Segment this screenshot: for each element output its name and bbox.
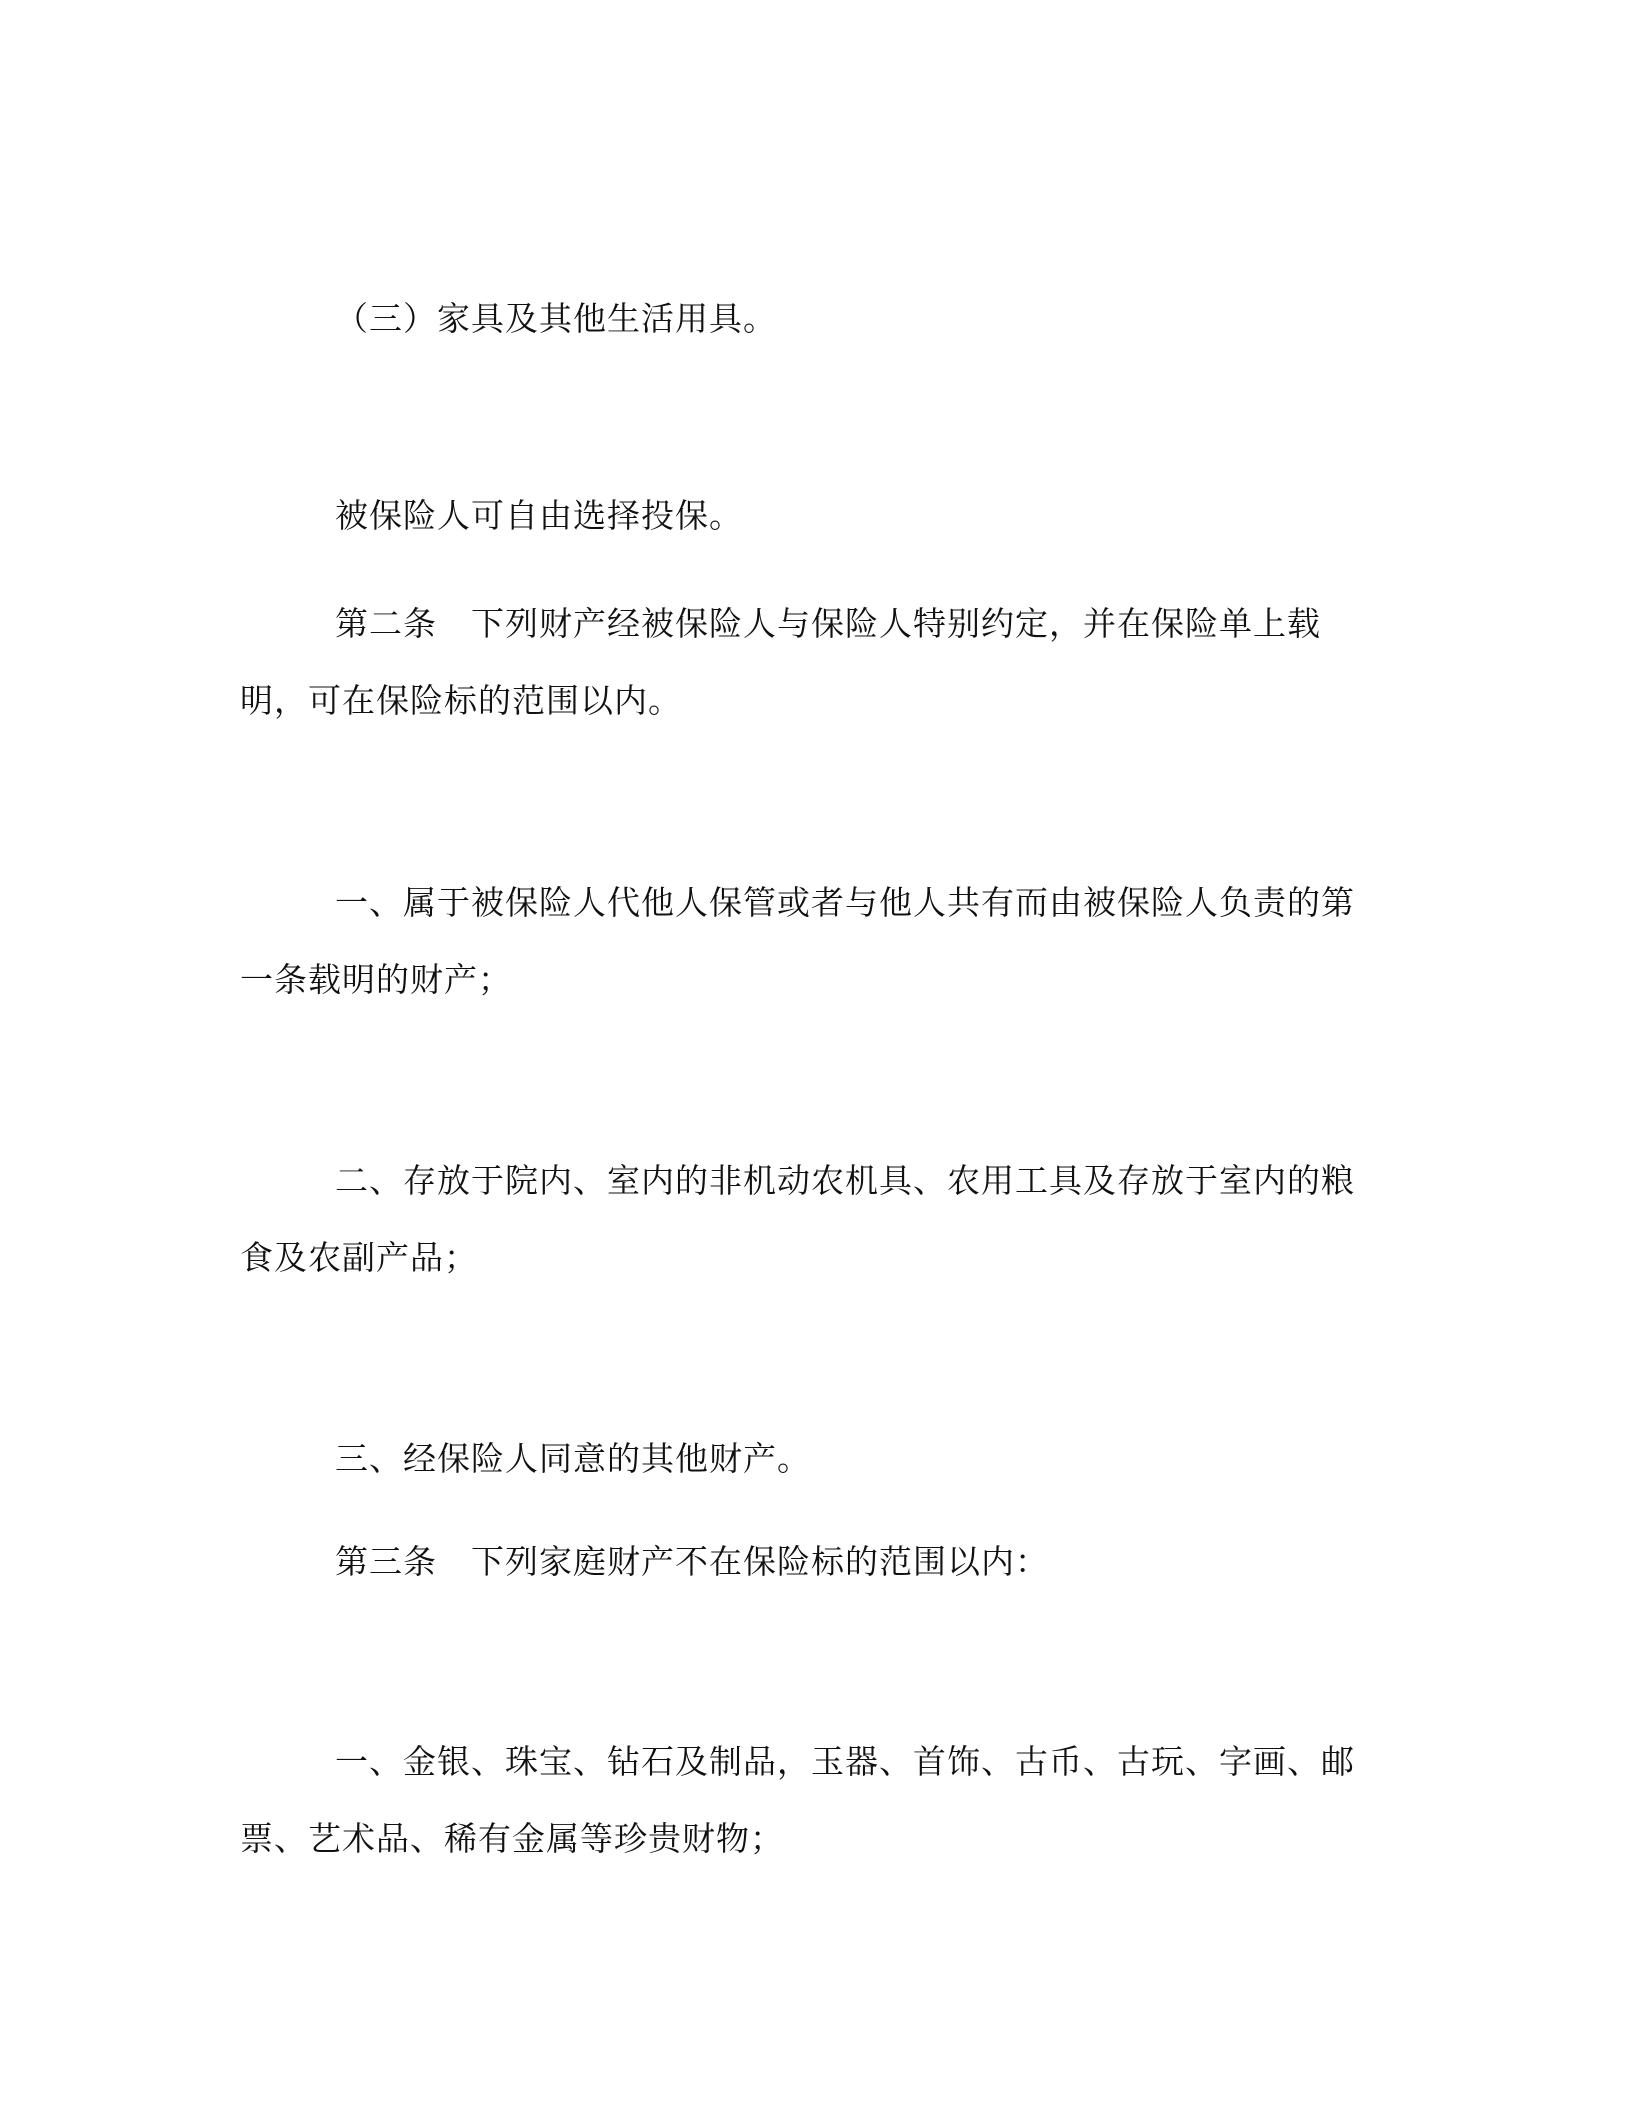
paragraph-furniture: （三）家具及其他生活用具。	[335, 299, 777, 338]
paragraph-article-2-item-2: 二、存放于院内、室内的非机动农机具、农用工具及存放于室内的粮食及农副产品；	[240, 1161, 1355, 1277]
paragraph-article-3-item-1: 一、金银、珠宝、钻石及制品，玉器、首饰、古币、古玩、字画、邮票、艺术品、稀有金属等珍贵财物；	[240, 1742, 1355, 1858]
paragraph-article-3: 第三条 下列家庭财产不在保险标的范围以内：	[335, 1542, 1049, 1581]
paragraph-article-2-item-1: 一、属于被保险人代他人保管或者与他人共有而由被保险人负责的第一条载明的财产；	[240, 883, 1355, 999]
paragraph-article-2: 第二条 下列财产经被保险人与保险人特别约定，并在保险单上载明，可在保险标的范围以内。	[240, 604, 1321, 720]
paragraph-free-choice: 被保险人可自由选择投保。	[335, 496, 743, 535]
paragraph-article-2-item-3: 三、经保险人同意的其他财产。	[335, 1439, 811, 1478]
